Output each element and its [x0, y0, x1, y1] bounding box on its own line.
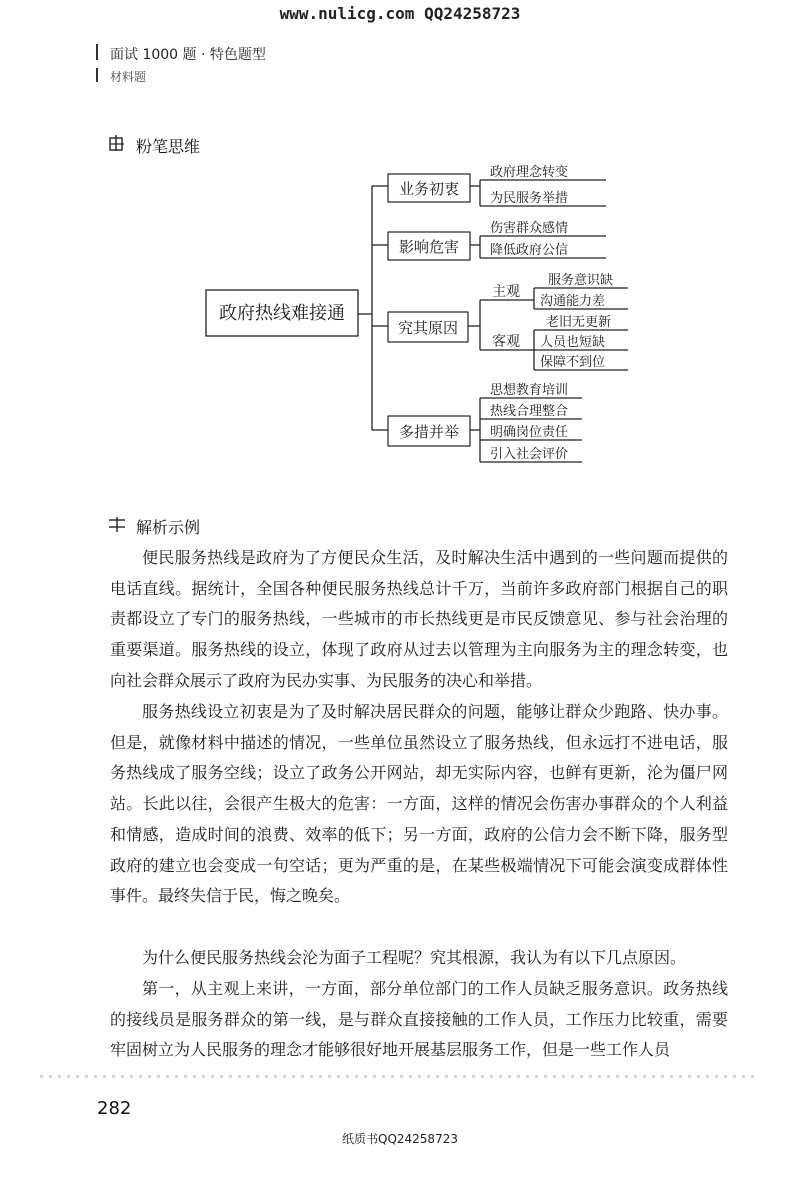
section-title-thinking: 粉笔思维 [136, 137, 201, 156]
scan-noise-line [40, 1075, 760, 1078]
chapter-label: 材料题 [110, 70, 147, 84]
body-paragraph-4: 第一，从主观上来讲，一方面，部分单位部门的工作人员缺乏服务意识。政务热线的接线员是服务群众的第一线，是与群众直接接触的工作人员，工作压力比较重，需要牢固树立为人民服务的理念才能够很好地开展基层服务工作，但是一些工作人员 [110, 979, 728, 1060]
leaf-text: 保障不到位 [540, 355, 606, 370]
leaf-text: 服务意识缺 [548, 273, 614, 288]
leaf-text: 伤害群众感情 [490, 221, 569, 236]
leaf-text: 政府理念转变 [490, 165, 569, 180]
leaf-text: 思想教育培训 [490, 383, 569, 398]
branch-label-harm: 影响危害 [398, 238, 460, 256]
header-bar-bottom [96, 68, 98, 82]
leaf-text: 沟通能力差 [540, 294, 606, 309]
header-bar-top [96, 44, 98, 60]
mind-map [0, 150, 800, 480]
leaf-text: 人员也短缺 [540, 335, 606, 350]
branch-label-cause: 究其原因 [397, 319, 459, 337]
leaf-text: 明确岗位责任 [490, 425, 569, 440]
footer-watermark: 纸质书QQ24258723 [342, 1132, 458, 1146]
leaf-text: 热线合理整合 [490, 404, 569, 419]
branch-label-origin: 业务初衷 [398, 180, 460, 198]
group-label-subjective: 主观 [492, 284, 520, 300]
cross-mark-icon [108, 515, 126, 533]
group-label-objective: 客观 [492, 334, 520, 350]
leaf-text: 老旧无更新 [546, 315, 612, 330]
branch-label-measures: 多措并举 [398, 423, 460, 441]
leaf-text: 降低政府公信 [490, 243, 569, 258]
leaf-text: 引入社会评价 [490, 447, 569, 462]
leaf-text: 为民服务举措 [490, 191, 569, 206]
section-title-analysis: 解析示例 [136, 518, 201, 537]
body-paragraph-2: 服务热线设立初衷是为了及时解决居民群众的问题，能够让群众少跑路、快办事。但是，就像材料中描述的情况，一些单位虽然设立了服务热线，但永远打不进电话，服务热线成了服务空线；设立了政务公开网站，却无实际内容，也鲜有更新，沦为僵尸网站。长此以往，会很产生极大的危害：一方面，这样的情况会伤害办事群众的个人利益和情感，造成时间的浪费、效率的低下；另一方面，政府的公信力会不断下降，服务型政府的建立也会变成一句空话；更为严重的是，在某些极端情况下可能会演变成群体性事件。最终失信于民，悔之晚矣。 [110, 702, 728, 906]
body-paragraph-3: 为什么便民服务热线会沦为面子工程呢？究其根源，我认为有以下几点原因。 [142, 948, 687, 967]
root-node-label: 政府热线难接通 [219, 303, 345, 324]
body-paragraph-1: 便民服务热线是政府为了方便民众生活，及时解决生活中遇到的一些问题而提供的电话直线。据统计，全国各种便民服务热线总计千万，当前许多政府部门根据自己的职责都设立了专门的服务热线，一些城市的市长热线更是市民反馈意见、参与社会治理的重要渠道。服务热线的设立，体现了政府从过去以管理为主向服务为主的理念转变，也向社会群众展示了政府为民办实事、为民服务的决心和举措。 [110, 548, 728, 690]
page-number: 282 [97, 1098, 132, 1119]
top-watermark: www.nulicg.com QQ24258723 [279, 4, 521, 23]
book-title: 面试 1000 题 · 特色题型 [110, 47, 266, 63]
